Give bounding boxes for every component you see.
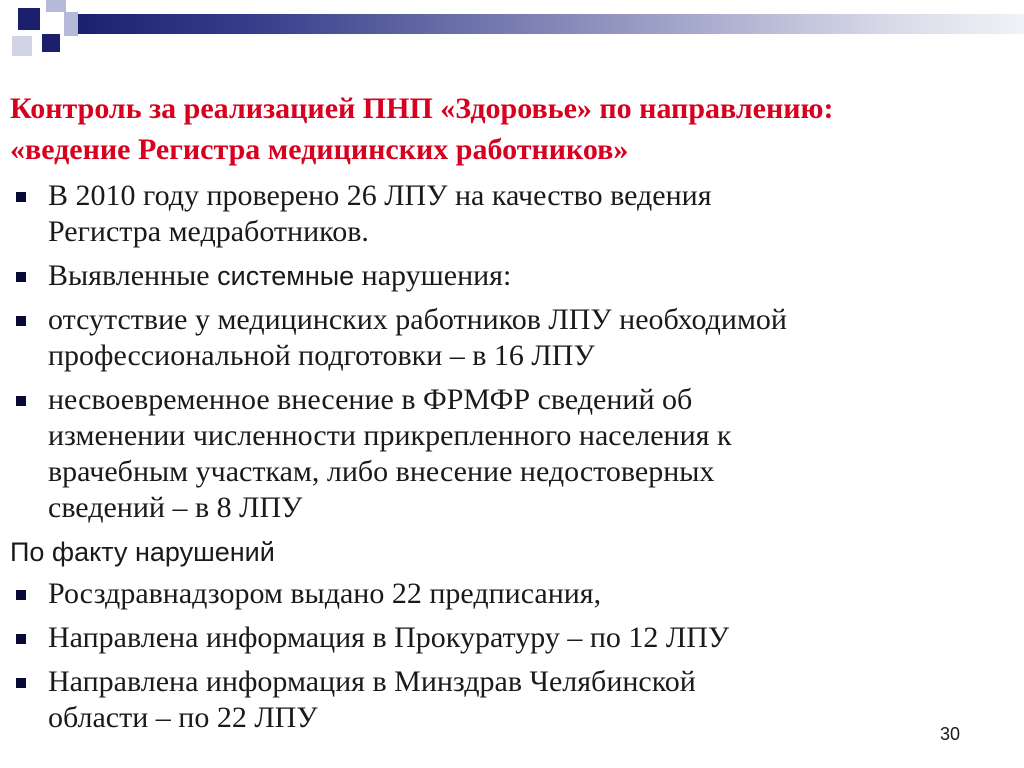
deco-square-icon	[18, 8, 40, 30]
square-bullet-icon	[16, 634, 26, 644]
square-bullet-icon	[16, 192, 26, 202]
bullet-text-line: В 2010 году проверено 26 ЛПУ на качество ведения	[48, 179, 712, 212]
bullet-text-line: отсутствие у медицинских работников ЛПУ необходимой	[48, 303, 787, 336]
square-bullet-icon	[16, 396, 26, 406]
bullet-text-line: сведений – в 8 ЛПУ	[48, 491, 303, 524]
title-line: Контроль за реализацией ПНП «Здоровье» по направлению:	[10, 92, 834, 125]
header-decoration	[0, 0, 1024, 70]
bullet-text-line: Направлена информация в Прокуратуру – по 12 ЛПУ	[48, 621, 730, 654]
square-bullet-icon	[16, 590, 26, 600]
page-number: 30	[940, 724, 961, 744]
bullet-item	[10, 382, 1014, 526]
bullet-text-line: области – по 22 ЛПУ	[48, 701, 318, 734]
square-bullet-icon	[16, 678, 26, 688]
bullet-item	[10, 664, 1014, 736]
slide-title	[10, 88, 1014, 170]
bullet-text-line: несвоевременное внесение в ФРМФР сведений об	[48, 383, 693, 416]
bullet-item	[10, 178, 1014, 250]
section-heading: По факту нарушений	[10, 537, 275, 567]
slide-content	[10, 178, 1014, 744]
bullet-item	[10, 302, 1014, 374]
deco-square-icon	[12, 36, 32, 56]
bullet-text-line: профессиональной подготовки – в 16 ЛПУ	[48, 339, 595, 372]
bullet-item	[10, 576, 1014, 612]
bullet-text-line: Росздравнадзором выдано 22 предписания,	[48, 577, 602, 610]
header-gradient-bar	[72, 14, 1024, 34]
bullet-text-line: изменении численности прикрепленного населения к	[48, 419, 732, 452]
bullet-text-emphasis: системные	[217, 261, 355, 291]
deco-square-icon	[46, 0, 66, 12]
bullet-text-prefix: Выявленные	[48, 259, 218, 292]
bullet-item	[10, 620, 1014, 656]
deco-square-icon	[42, 34, 60, 52]
bullet-text-suffix: нарушения:	[354, 259, 512, 292]
bullet-text-line: Направлена информация в Минздрав Челябинской	[48, 665, 696, 698]
bullet-text-line: врачебным участкам, либо внесение недостоверных	[48, 455, 715, 488]
square-bullet-icon	[16, 272, 26, 282]
bullet-item	[10, 258, 1014, 294]
title-line: «ведение Регистра медицинских работников»	[10, 133, 629, 166]
deco-square-icon	[64, 12, 78, 36]
square-bullet-icon	[16, 316, 26, 326]
bullet-text-line: Регистра медработников.	[48, 215, 369, 248]
